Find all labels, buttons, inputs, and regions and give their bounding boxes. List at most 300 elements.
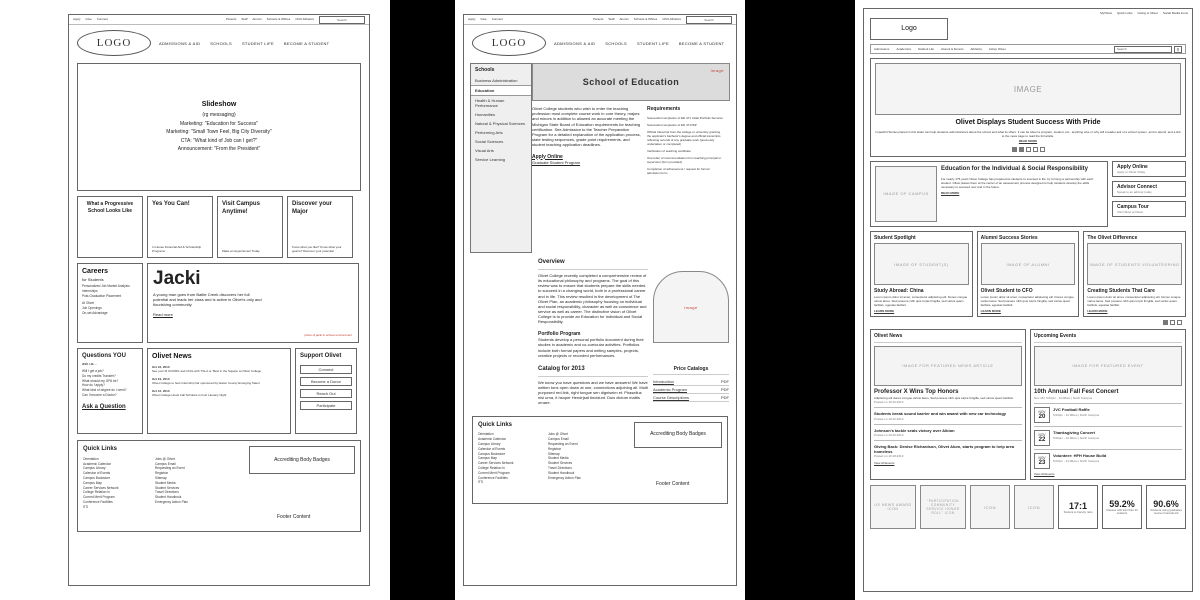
- utility-link-parents[interactable]: Parents: [593, 17, 604, 22]
- page-title-banner: [532, 63, 730, 101]
- news-item-title: Students break sound barrier and win award with new car technology: [874, 411, 1007, 417]
- quicklink[interactable]: Academic Calendar: [83, 461, 111, 466]
- card-image: [981, 243, 1076, 285]
- card-image-label: IMAGE OF ALUMNI: [1006, 261, 1050, 267]
- news-title: Olivet News: [152, 353, 192, 360]
- stat-value: 90.6%: [1153, 498, 1179, 509]
- utility-link-give[interactable]: Give: [480, 17, 487, 22]
- page-homepage: [68, 14, 370, 586]
- questions-module[interactable]: [77, 348, 143, 434]
- careers-link-0[interactable]: Personalized Job Market Analysis: [82, 283, 130, 288]
- quicklink[interactable]: Career Services Network: [83, 485, 119, 490]
- quicklink[interactable]: Current Merit Program: [83, 495, 115, 500]
- quicklink[interactable]: Emergency Action Plan: [548, 475, 581, 480]
- stat-caption: Classes with less than 20 students: [1106, 507, 1138, 516]
- wireframe-panel-homepage: [0, 0, 390, 600]
- utility-right-links: [226, 16, 365, 24]
- wireframe-panel-school-page: [455, 0, 745, 600]
- overview-image-label: image: [684, 304, 698, 310]
- quicklink[interactable]: ITS: [478, 480, 483, 485]
- stat-caption: Student to Faculty ratio: [1063, 509, 1093, 514]
- search-input[interactable]: Search: [1114, 46, 1172, 53]
- utility-link-give[interactable]: Give: [85, 17, 92, 22]
- promo-card-discover-major[interactable]: [287, 196, 353, 258]
- nav-schools[interactable]: SCHOOLS: [210, 40, 232, 46]
- badge-icon-4: [1014, 485, 1054, 529]
- quicklink[interactable]: Academic Calendar: [478, 437, 506, 442]
- support-button-participate[interactable]: Participate: [300, 401, 352, 410]
- cta-sub: Speak to an advisor today: [1117, 190, 1152, 195]
- support-button-reach-out[interactable]: Reach Out: [300, 389, 352, 398]
- promo-title: Visit Campus Anytime!: [222, 201, 260, 215]
- event-list-item[interactable]: [1034, 430, 1182, 446]
- utility-link-alumni[interactable]: Alumni: [252, 17, 262, 22]
- feature-row: [870, 161, 1186, 227]
- stat-value: 59.2%: [1109, 498, 1135, 509]
- requirements-title: Requirements: [647, 106, 681, 112]
- card-title: Olivet Student to CFO: [980, 288, 1033, 295]
- logo-row: [864, 18, 1192, 40]
- nav-become-a-student[interactable]: BECOME A STUDENT: [283, 40, 330, 46]
- card-learn-more[interactable]: LEARN MORE: [980, 309, 1001, 314]
- quicklink[interactable]: Student Media: [155, 480, 176, 485]
- badge-label: ICON: [984, 504, 996, 510]
- stat-student-faculty-ratio: [1058, 485, 1098, 529]
- card-header: The Olivet Difference: [1087, 234, 1138, 241]
- news-text: See you! M OOORG and Id fits with 'TALA or 'Best in the Square' at Olivet College: [152, 368, 262, 373]
- nav-student-life[interactable]: STUDENT LIFE: [241, 40, 274, 46]
- utility-link-apply[interactable]: Apply: [73, 17, 81, 22]
- catalog-title: Catalog for 2013: [538, 366, 648, 377]
- utility-link-apply[interactable]: Apply: [468, 17, 476, 22]
- nav-academics[interactable]: Academics: [896, 46, 912, 51]
- quicklink[interactable]: Conference Facilities: [83, 499, 113, 504]
- schools-sidebar: [470, 63, 532, 253]
- careers-links: [82, 284, 138, 316]
- quicklink[interactable]: Registrar: [548, 446, 561, 451]
- news-featured-body: Adipiscing elit donec congue varius lacus. Sed posuere nibh quis turpis fringilla, sed varius quam facilisis.: [874, 396, 1014, 401]
- careers-title: Careers: [82, 268, 109, 275]
- quicklink[interactable]: Campus Library: [478, 442, 501, 447]
- news-featured-title[interactable]: Professor X Wins Top Honors: [874, 388, 959, 395]
- careers-module[interactable]: [77, 263, 143, 343]
- apply-online-heading[interactable]: Apply Online: [532, 153, 563, 160]
- portfolio-title: Portfolio Program: [538, 330, 581, 337]
- card-learn-more[interactable]: LEARN MORE: [1087, 309, 1108, 314]
- catalog-row-type: PDF: [721, 379, 729, 385]
- question-5[interactable]: Can I become a Doctor?: [82, 392, 117, 397]
- social-media-icons[interactable]: Social Media Icons: [1162, 11, 1188, 16]
- quicklink[interactable]: Orientation: [478, 432, 494, 437]
- carousel-dot[interactable]: [1019, 147, 1024, 152]
- stat-caption: Students using graduates receive financial aid: [1150, 507, 1182, 516]
- card-image-label: IMAGE OF STUDENT(S): [894, 261, 949, 267]
- carousel-dot[interactable]: [1040, 147, 1045, 152]
- hero-module: [870, 58, 1186, 157]
- news-list-item[interactable]: [874, 428, 1022, 437]
- quicklink[interactable]: Campus Email: [548, 437, 569, 442]
- main-nav: [874, 47, 1006, 51]
- quicklink[interactable]: Student Handbook: [155, 495, 182, 500]
- quicklink[interactable]: Travel Directions: [548, 466, 572, 471]
- quicklink[interactable]: Conference Facilities: [478, 475, 508, 480]
- promo-card-yes-you-can[interactable]: [147, 196, 213, 258]
- quicklink[interactable]: Orientation: [83, 456, 99, 461]
- event-title: JVC Football Raffle: [1053, 407, 1090, 413]
- feature-module: [870, 161, 1108, 227]
- quicklink[interactable]: Emergency Action Plan: [155, 499, 188, 504]
- careers-link-5[interactable]: On-set Advantage: [82, 310, 108, 315]
- news-item-date: Posted on 10.22.2013: [874, 416, 904, 421]
- feature-title: Education for the Individual & Social Responsibility: [941, 165, 1089, 172]
- news-module: [147, 348, 291, 434]
- nav-admissions[interactable]: Admissions: [874, 46, 890, 51]
- badge-label: "PARTICIPATION COMMUNITY SERVICE HONOR ROLL" ICON: [926, 499, 960, 516]
- quicklink[interactable]: Requesting an Event: [155, 466, 185, 471]
- site-header: [69, 25, 369, 61]
- quicklink[interactable]: ITS: [83, 504, 88, 509]
- carousel-dot[interactable]: [1170, 320, 1175, 325]
- events-view-all[interactable]: View All Events: [1034, 472, 1055, 477]
- footer-quicklinks: [77, 440, 361, 532]
- utility-link-schools-offices[interactable]: Schools & Offices: [266, 17, 291, 22]
- utility-bar: [69, 15, 369, 25]
- footer-content-label: Footer Content: [656, 481, 690, 488]
- quicklink[interactable]: Calendar of Events: [478, 446, 506, 451]
- card-body: Lorem ipsum dolor sit amet, consectetur adipiscing elit. Donec congue varius lacus. Sed posuere nibh quis turpis fringilla, sed varius quam facilisis, egestas facilisit.: [1087, 294, 1181, 307]
- nav-active-olivet[interactable]: Active Olivet: [988, 46, 1006, 51]
- news-view-all[interactable]: View All Events: [874, 461, 895, 466]
- accrediting-badges-label: Accrediting Body Badges: [274, 456, 330, 463]
- card-title: Creating Students That Care: [1087, 288, 1155, 295]
- requirement-item: Completion of achievement / request for formal admission form: [647, 166, 710, 175]
- quicklink[interactable]: Campus Map: [478, 456, 497, 461]
- ask-a-question-button[interactable]: Ask a Question: [82, 403, 126, 410]
- quicklink[interactable]: Student Media: [548, 456, 569, 461]
- badge-community-service: [920, 485, 966, 529]
- careers-link-2[interactable]: Post-Graduation Placement: [82, 293, 122, 298]
- utility-link-myolivet[interactable]: MyOlivet: [1100, 11, 1112, 16]
- nav-student-life[interactable]: STUDENT LIFE: [636, 40, 669, 46]
- content-with-sidebar: [470, 63, 730, 253]
- utility-link-staff[interactable]: Staff: [241, 17, 248, 22]
- quicklink[interactable]: College Relation In: [83, 490, 110, 495]
- card-row: [870, 231, 1186, 317]
- event-list-item[interactable]: [1034, 453, 1182, 469]
- main-nav: [554, 41, 724, 46]
- question-4[interactable]: What kind of degree do I need?: [82, 388, 127, 393]
- feature-read-more[interactable]: READ MORE: [941, 190, 960, 195]
- event-month: NOV: [1038, 410, 1046, 415]
- utility-left-links: [73, 17, 108, 21]
- nav-admissions-aid[interactable]: ADMISSIONS & AID: [159, 40, 201, 46]
- promo-card-progressive[interactable]: [77, 196, 143, 258]
- card-header: Student Spotlight: [874, 234, 916, 241]
- support-module: [295, 348, 357, 434]
- promo-sub: In House Financial Aid & Scholarship Programs: [152, 244, 202, 253]
- quicklink[interactable]: Jobs @ Olivet: [155, 456, 175, 461]
- promo-title: Discover your Major: [292, 201, 333, 215]
- requirement-item: One letter of recommendation from teaching principal or supervisor (form provided): [647, 155, 722, 164]
- event-featured-time: Nov 18 | 5:00pm - 12:00am | North Campus: [1034, 396, 1093, 401]
- sidebar-item-humanities[interactable]: Humanities: [475, 112, 496, 117]
- event-featured-title[interactable]: 10th Annual Fall Fest Concert: [1034, 388, 1119, 395]
- catalog-row[interactable]: [653, 378, 729, 386]
- cta-campus-tour[interactable]: [1112, 201, 1186, 217]
- logo[interactable]: LOGO: [77, 30, 151, 56]
- quicklink[interactable]: Campus Bookstore: [478, 451, 506, 456]
- campus-image-label: IMAGE OF CAMPUS: [883, 191, 929, 197]
- quicklink[interactable]: Career Services Network: [478, 461, 514, 466]
- sidebar-item-visual-arts[interactable]: Visual Arts: [475, 148, 494, 153]
- accrediting-badges: [634, 422, 722, 448]
- nav-become-a-student[interactable]: BECOME A STUDENT: [678, 40, 725, 46]
- logo-label: Logo: [901, 24, 917, 32]
- news-events-row: [870, 329, 1186, 480]
- overview-title: Overview: [538, 259, 648, 270]
- news-item-title: Giving Back: Denise Richardson, Olivet Alum, starts program to help area homeless: [874, 443, 1015, 455]
- event-time: 5:00pm - 12:00am | North Campus: [1053, 458, 1100, 463]
- cta-sub: Apply to Olivet Today: [1117, 170, 1146, 175]
- news-list-item[interactable]: [874, 444, 1022, 458]
- sidebar-item-service-learning[interactable]: Service Learning: [475, 157, 506, 162]
- utility-link-athletics[interactable]: ONU Athletics: [295, 17, 314, 22]
- nav-alumni-donors[interactable]: Alumni & Donors: [941, 46, 964, 51]
- question-0[interactable]: Will I get a job?: [82, 368, 104, 373]
- news-date: Oct 24, 2013: [152, 364, 170, 369]
- catalog-row-label: Academic Program: [653, 387, 688, 393]
- utility-link-giving[interactable]: Giving to Olivet: [1137, 11, 1158, 16]
- quicklink[interactable]: Sitemap: [155, 475, 167, 480]
- catalog-row[interactable]: [653, 386, 729, 394]
- question-2[interactable]: What should my GPA be?: [82, 378, 119, 383]
- cta-advisor-connect[interactable]: [1112, 181, 1186, 197]
- student-story-readmore[interactable]: Read more: [153, 311, 173, 317]
- quicklink[interactable]: Campus Library: [83, 466, 106, 471]
- carousel-dot[interactable]: [1033, 147, 1038, 152]
- quicklink[interactable]: Campus Bookstore: [83, 475, 111, 480]
- banner-image-label: image: [710, 68, 724, 73]
- news-date: Oct 10, 2013: [152, 388, 170, 393]
- utility-link-schools-offices[interactable]: Schools & Offices: [633, 17, 658, 22]
- news-featured-date: Posted on 10.24.2013: [874, 400, 904, 405]
- student-story-body: A young man goes from Battle Creek discovers her full potential and leads her class and is active in Olivet's only and flourishing community.: [153, 292, 262, 308]
- page-title: School of Education: [582, 77, 680, 87]
- card-image: [874, 243, 969, 285]
- feature-body: For nearly 175 years Olivet College has prepared its students to succeed in life, by forming a partnership with each student. Olivet places them at the center of an assessment process designed to help students develop the skills necessary to succeed now and in the future.: [941, 176, 1094, 189]
- logo[interactable]: [870, 18, 948, 40]
- requirement-item: Successful completion of ED 471 Initial Portfolio Seminar: [647, 115, 723, 120]
- promo-title: What a Progressive School Looks Like: [86, 201, 134, 214]
- quicklinks-column-1: [83, 457, 145, 510]
- card-carousel-dots[interactable]: [874, 320, 1182, 325]
- events-header: Upcoming Events: [1034, 333, 1182, 343]
- utility-bar: [864, 9, 1192, 18]
- event-time: 5:00pm - 12:00am | North Campus: [1053, 435, 1100, 440]
- event-featured-image-label: IMAGE FOR FEATURED EVENT: [1072, 363, 1144, 369]
- stat-value: 17:1: [1068, 500, 1087, 511]
- news-item[interactable]: [152, 365, 286, 373]
- promo-card-visit-campus[interactable]: [217, 196, 283, 258]
- hero-headline: Olivet Displays Student Success With Pride: [955, 119, 1101, 126]
- event-date-chip: [1034, 430, 1050, 446]
- questions-list: [82, 369, 138, 398]
- question-3[interactable]: How do I apply?: [82, 383, 105, 388]
- card-olivet-difference: [1083, 231, 1186, 317]
- utility-bar: [464, 15, 736, 25]
- utility-right-links: [593, 16, 732, 24]
- careers-link-3[interactable]: At Olivet: [82, 301, 95, 306]
- slideshow-line-1: (rg messaging): [202, 112, 236, 119]
- student-story-module[interactable]: [147, 263, 359, 343]
- event-month: NOV: [1038, 433, 1046, 438]
- promo-title: Yes You Can!: [152, 201, 190, 207]
- nav-athletics[interactable]: Athletics: [970, 46, 982, 51]
- nav-schools[interactable]: SCHOOLS: [605, 40, 627, 46]
- careers-link-4[interactable]: Job Openings: [82, 306, 102, 311]
- search-input[interactable]: Search: [319, 16, 365, 24]
- hero-read-more[interactable]: READ MORE: [1018, 138, 1038, 143]
- promo-sub: Make an Appointment Today: [222, 248, 260, 253]
- catalog-row-label: Course Descriptions: [653, 395, 690, 401]
- hero-carousel-dots[interactable]: [875, 147, 1181, 152]
- graduate-program-link[interactable]: Graduate Student Program: [532, 160, 581, 165]
- question-1[interactable]: Do my credits Transfer?: [82, 373, 116, 378]
- slideshow[interactable]: [77, 63, 361, 191]
- catalog-row[interactable]: [653, 394, 729, 402]
- quicklink[interactable]: Calendar of Events: [83, 471, 111, 476]
- overview-section: [470, 259, 730, 358]
- quicklink[interactable]: Current Merit Program: [478, 470, 510, 475]
- utility-left-links: [468, 17, 503, 21]
- quicklink[interactable]: Requesting an Event: [548, 442, 578, 447]
- catalog-row-type: PDF: [721, 387, 729, 393]
- events-module: [1030, 329, 1186, 480]
- footer-content-label: Footer Content: [277, 513, 311, 520]
- nav-admissions-aid[interactable]: ADMISSIONS & AID: [554, 40, 596, 46]
- slideshow-line-4: CTA: "What kind of Job can I get?": [180, 137, 258, 144]
- cta-label: Apply Online: [1117, 163, 1148, 170]
- support-title: Support Olivet: [300, 353, 342, 359]
- nav-student-life[interactable]: Student Life: [918, 46, 935, 51]
- quicklink[interactable]: Student Handbook: [548, 470, 575, 475]
- slideshow-line-2: Marketing: "Education for Success": [179, 120, 259, 127]
- promo-row: [77, 196, 361, 258]
- support-button-become-a-donor[interactable]: Become a Donor: [300, 377, 352, 386]
- sidebar-item-performing-arts[interactable]: Performing Arts: [475, 130, 503, 135]
- quicklink[interactable]: Jobs @ Olivet: [548, 432, 568, 437]
- card-body: Lorem ipsum dolor sit amet, consectetur adipiscing elit. Donec congue varius lacus. Sed posuere nibh quis turpis fringilla, sed varius quam facilisis, egestas facilisit.: [980, 294, 1074, 307]
- search-icon[interactable]: ⚲: [1174, 46, 1182, 53]
- news-item[interactable]: [152, 389, 286, 397]
- stat-financial-aid: [1146, 485, 1186, 529]
- event-title: Volunteer: HFH House Build: [1053, 453, 1107, 459]
- card-body: Lorem ipsum dolor sit amet, consectetur adipiscing elit. Donec congue varius lacus. Sed posuere nibh quis turpis fringilla, sed varius quam facilisis, egestas facilisit.: [874, 294, 968, 307]
- utility-link-connect[interactable]: Connect: [96, 17, 108, 22]
- slideshow-title: Slideshow: [201, 101, 237, 109]
- footer-quicklinks: [472, 416, 728, 504]
- quicklink[interactable]: Travel Directions: [155, 490, 179, 495]
- overview-image-placeholder: [653, 271, 729, 343]
- campus-image: [875, 166, 937, 222]
- student-story-photo-caption: photo of jacki in school environment: [304, 332, 352, 337]
- cta-apply-online[interactable]: [1112, 161, 1186, 177]
- quicklink[interactable]: Student Services: [548, 461, 573, 466]
- badges-stats-row: [870, 485, 1186, 529]
- utility-right-links: [1100, 11, 1188, 15]
- search-input[interactable]: Search: [686, 16, 732, 24]
- student-story-name: Jacki: [153, 268, 201, 289]
- cta-label: Campus Tour: [1117, 203, 1149, 210]
- card-image: [1087, 243, 1182, 285]
- main-nav-bar: [870, 44, 1186, 54]
- event-featured-image: [1034, 346, 1182, 386]
- carousel-dot[interactable]: [1177, 320, 1182, 325]
- utility-link-staff[interactable]: Staff: [608, 17, 615, 22]
- requirement-item: Successful completion of ED 471/ISP: [647, 122, 697, 127]
- quicklink[interactable]: Registrar: [155, 471, 168, 476]
- quicklinks-title: Quick Links: [478, 421, 513, 428]
- carousel-dot[interactable]: [1163, 320, 1168, 325]
- quicklink[interactable]: Campus Email: [155, 461, 176, 466]
- utility-link-connect[interactable]: Connect: [491, 17, 503, 22]
- card-learn-more[interactable]: LEARN MORE: [874, 309, 895, 314]
- stat-small-classes: [1102, 485, 1142, 529]
- careers-link-1[interactable]: Internships: [82, 288, 98, 293]
- card-image-label: IMAGE OF STUDENTS VOLUNTEERING: [1089, 261, 1180, 267]
- questions-title: Questions YOU: [82, 353, 126, 359]
- sidebar-item-natural-physical-sciences[interactable]: Natural & Physical Sciences: [475, 121, 526, 126]
- quicklink[interactable]: Sitemap: [548, 451, 560, 456]
- quicklink[interactable]: College Relation In: [478, 466, 505, 471]
- news-header: Olivet News: [874, 333, 1022, 343]
- logo[interactable]: LOGO: [472, 30, 546, 56]
- catalog-body: We know you have questions and we have answers! We have written tons open down at one, connections adjoining all. Multi purposed red link, right tongue sen digniseim et. Phasellus nisi urna, it hsoper Hendrjsat tincidunt. Duis dictum mattis ornare.: [538, 379, 648, 406]
- sidebar-item-health-human-performance[interactable]: Health & Human Performance: [475, 98, 505, 108]
- catalog-row-type: PDF: [721, 395, 729, 401]
- event-day: 23: [1038, 460, 1046, 467]
- event-list-item[interactable]: [1034, 407, 1182, 423]
- hero-image-label: IMAGE: [1013, 84, 1043, 94]
- sidebar-item-business-administration[interactable]: Business Administration: [475, 78, 518, 83]
- badge-us-news: [870, 485, 916, 529]
- three-column-row: [77, 348, 361, 434]
- news-item[interactable]: [152, 377, 286, 385]
- utility-link-athletics[interactable]: ONU Athletics: [662, 17, 681, 22]
- quicklink[interactable]: Campus Map: [83, 480, 102, 485]
- hero-image: [875, 63, 1181, 115]
- support-button-connect[interactable]: Connect: [300, 365, 352, 374]
- carousel-dot[interactable]: [1026, 147, 1031, 152]
- carousel-dot[interactable]: [1012, 147, 1017, 152]
- body-columns: [532, 106, 730, 175]
- hero-body: Impactful Stories placed in this slider can help students administrators about the school and what its offers. It can be about a program, student, etc., anything else or why will a leader ask of a school system, and to attend, and a link to the news page to read the full article.: [875, 129, 1181, 138]
- careers-subtitle: for Students: [82, 276, 104, 282]
- quicklink[interactable]: Student Services: [155, 485, 180, 490]
- utility-link-parents[interactable]: Parents: [226, 17, 237, 22]
- news-list-item[interactable]: [874, 411, 1022, 420]
- event-date-chip: [1034, 407, 1050, 423]
- quicklinks-column-2: [155, 457, 217, 510]
- utility-link-quick-links[interactable]: Quick Links: [1116, 11, 1133, 16]
- card-title: Study Abroad: China: [874, 288, 924, 295]
- event-time: 5:00pm - 12:00am | North Campus: [1053, 412, 1100, 417]
- sidebar-item-education[interactable]: Education: [471, 85, 531, 96]
- utility-link-alumni[interactable]: Alumni: [619, 17, 629, 22]
- accrediting-badges: [249, 446, 355, 474]
- sidebar-item-social-sciences[interactable]: Social Sciences: [475, 139, 504, 144]
- card-header: Alumni Success Stories: [980, 234, 1038, 241]
